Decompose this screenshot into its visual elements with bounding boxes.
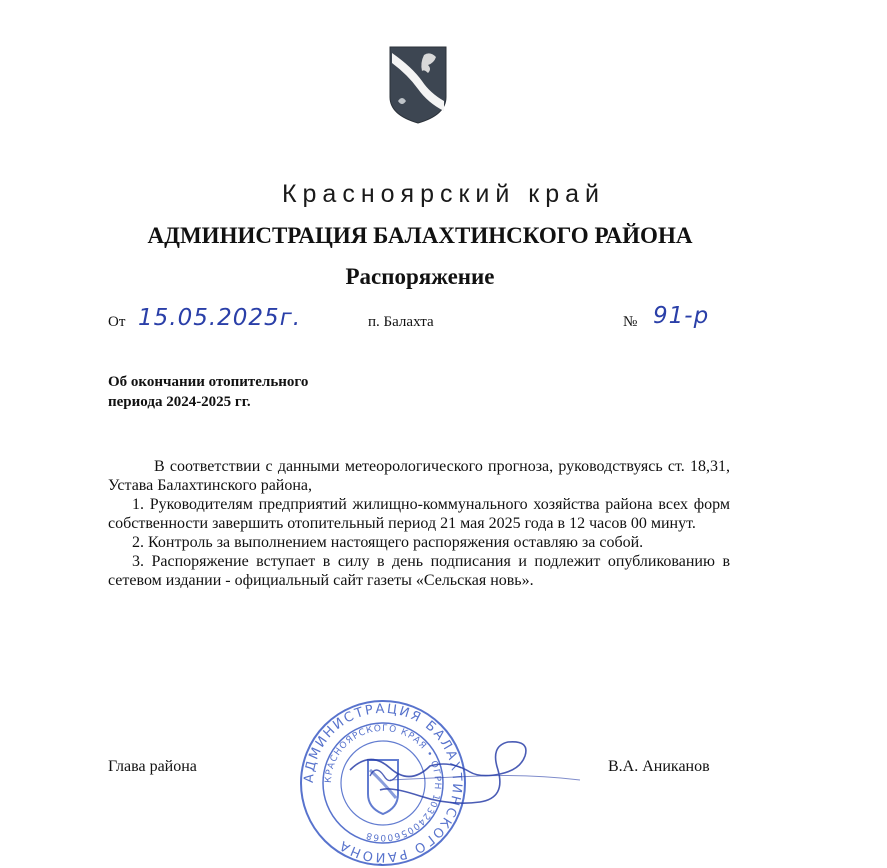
document-subject [108,372,308,412]
handwritten-number: 91-р [653,303,710,329]
stamp-outer-text: АДМИНИСТРАЦИЯ БАЛАХТИНСКОГО РАЙОНА [301,701,465,865]
place-name: п. Балахта [368,314,434,330]
stamp-inner-text: КРАСНОЯРСКОГО КРАЯ • ОГРН 1032400560068 [323,723,443,843]
item-1-paragraph: 1. Руководителям предприятий жилищно-коммунального хозяйства района всех форм собственности завершить отопительный период 21 мая 2025 года в 12 часов 00 минут. [108,496,730,532]
region-name: Красноярский край [281,180,606,208]
subject-line-1: Об окончании отопительного [108,374,309,390]
item-3-paragraph: 3. Распоряжение вступает в силу в день подписания и подлежит опубликованию в сетевом издании - официальный сайт газеты «Сельская новь». [108,553,730,589]
subject-line-2: периода 2024-2025 гг. [108,394,251,410]
signatory-name: В.А. Аниканов [608,758,710,775]
administration-title: АДМИНИСТРАЦИЯ БАЛАХТИНСКОГО РАЙОНА [147,223,693,248]
handwritten-signature-icon [330,720,590,830]
number-prefix: № [623,314,638,330]
preamble-paragraph: В соответствии с данными метеорологического прогноза, руководствуясь ст. 18,31, Устава Балахтинского района, [108,458,730,494]
document-body [108,457,730,590]
date-prefix: От [108,314,126,330]
item-2-paragraph: 2. Контроль за выполнением настоящего распоряжения оставляю за собой. [132,534,644,551]
coat-of-arms-icon [388,45,448,125]
handwritten-date: 15.05.2025г. [138,305,302,331]
document-type: Распоряжение [345,264,495,289]
signatory-role: Глава района [108,758,197,775]
